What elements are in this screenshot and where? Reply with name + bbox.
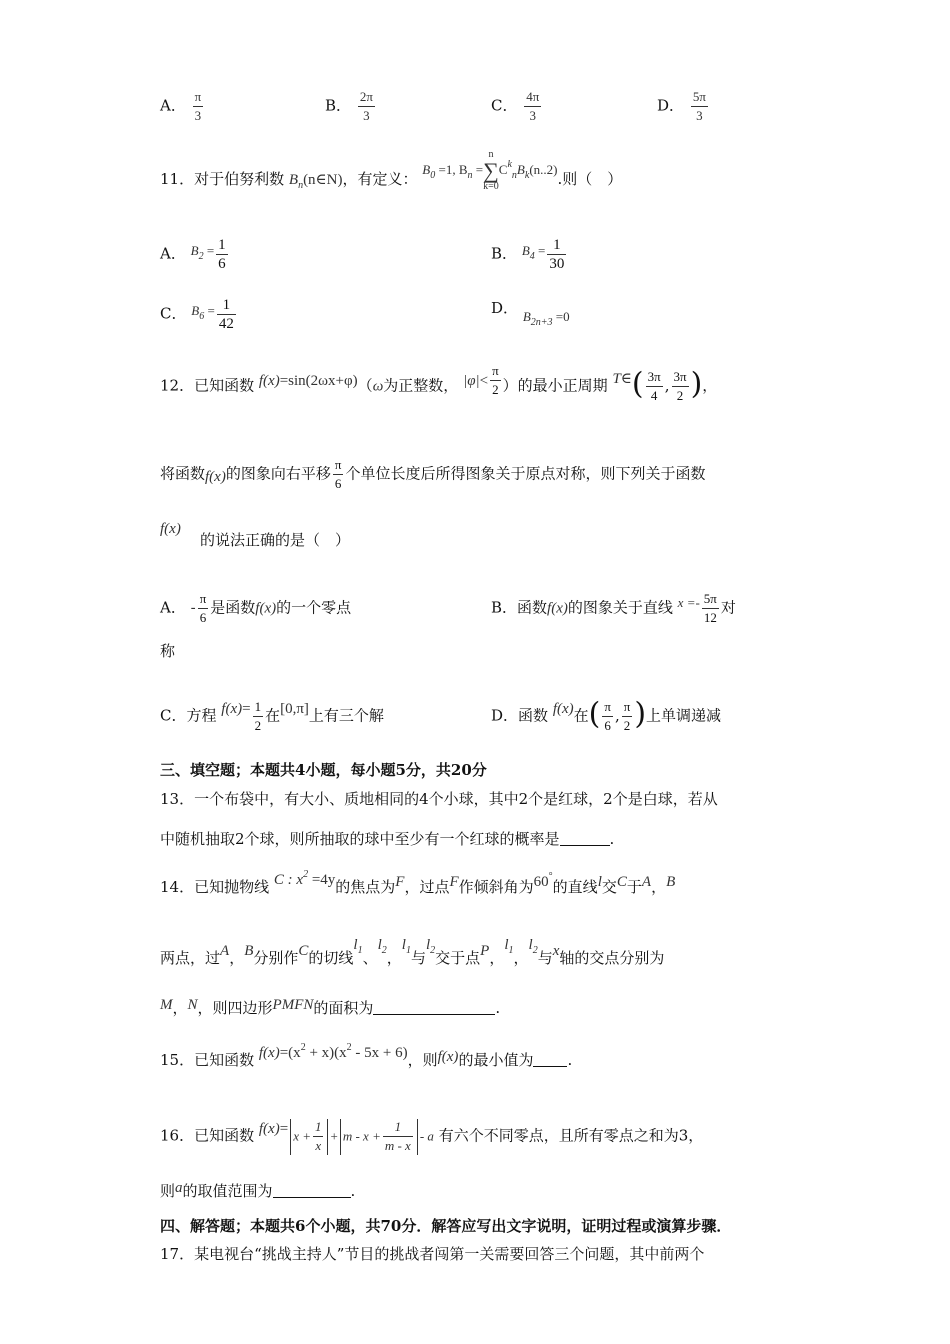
q12-stem-line3-text: 的说法正确的是（ ） (200, 531, 351, 549)
q11-option-a: A． $B_2$ = $\frac{1}{6}$ (160, 237, 226, 272)
q11-option-d: D． $B_{2n+3} =0$ (491, 299, 570, 328)
q12-option-c: C．方程 f(x)= $\frac{1}{2}$ 在[0,π]上有三个解 (160, 699, 384, 733)
q12-option-b-wrap: 称 (160, 642, 176, 660)
q13-line2: 中随机抽取2个球，则所抽取的球中至少有一个红球的概率是 . (160, 830, 615, 848)
q10-option-d: D． $\frac{5\pi}{3}$ (657, 89, 706, 123)
q14-line1: 14．已知抛物线 C : $x^2 =4y$的焦点为F，过点F作倾斜角为60°的直线l交C于A，B (160, 869, 676, 896)
abs-bar (417, 1119, 418, 1155)
fraction: $\frac{\pi}{3}$ (194, 89, 202, 123)
q15-line: 15．已知函数 $f(x)=(x^2 + x)(x^2 - 5x + 6)$，则f(x)的最小值为 . (160, 1042, 573, 1069)
q17-line1: 17．某电视台“挑战主持人”节目的挑战者闯第一关需要回答三个问题，其中前两个 (160, 1245, 705, 1263)
q12-option-a: A． - $\frac{\pi}{6}$ 是函数f(x)的一个零点 (160, 591, 352, 625)
q14-line3: M，N，则四边形PMFN的面积为 . (160, 997, 501, 1017)
q11-stem: 11．对于伯努利数 $B_n(n\in N)$，有定义： $B_0 =1$, $B_n$ = n ∑ k=0 $C^k_nB_k(n..2)$.则（ ） (160, 149, 623, 192)
answer-blank (533, 1052, 567, 1067)
fraction: $\frac{1}{6}$ (218, 237, 226, 272)
section-3-heading: 三、填空题；本题共4小题，每小题5分，共20分 (160, 761, 487, 779)
q12-stem-line3: f(x) (160, 521, 181, 537)
q11-option-b: B． $B_4$ = $\frac{1}{30}$ (491, 237, 565, 272)
q14-line2: 两点，过A，B分别作C的切线$l_1$、$l_2$，$l_1$与$l_2$交于点P，$l_1$，$l_2$与x轴的交点分别为 (160, 937, 665, 967)
answer-blank (373, 1000, 495, 1015)
q16-line2: 则a的取值范围为 . (160, 1180, 356, 1200)
section-4-heading: 四、解答题；本题共6个小题，共70分．解答应写出文字说明，证明过程或演算步骤． (160, 1217, 732, 1235)
fraction: $\frac{2\pi}{3}$ (359, 89, 373, 123)
q12-stem-line1: 12．已知函数 f(x)=sin(2ωx+φ)（ω为正整数， |φ|< $\frac{\pi}{2}$ ）的最小正周期 T∈( $\frac{3\pi}{4}$ , $\frac{3\pi}{2}$ )， (160, 363, 718, 403)
q12-option-d: D．函数 f(x)在( $\frac{\pi}{6}$ , $\frac{\pi}{2}$ )上单调递减 (491, 696, 722, 733)
abs-bar (290, 1119, 291, 1155)
q12-option-b: B．函数f(x)的图象关于直线 x =- $\frac{5\pi}{12}$ 对 (491, 591, 736, 625)
answer-blank (273, 1183, 351, 1198)
bernoulli-definition: $B_0 =1$, $B_n$ = n ∑ k=0 $C^k_nB_k(n..2)$ (422, 149, 558, 192)
abs-bar (340, 1119, 341, 1155)
q16-line1: 16．已知函数 f(x)= x + $\frac{1}{x}$ + m - x + $\frac{1}{m - x}$ - a 有六个不同零点，且所有零点之和为3， (160, 1119, 704, 1153)
fraction: $\frac{4\pi}{3}$ (526, 89, 540, 123)
q12-stem-line2: 将函数f(x)的图象向右平移 $\frac{\pi}{6}$ 个单位长度后所得图象关于原点对称，则下列关于函数 (160, 457, 706, 491)
q13-line1: 13．一个布袋中，有大小、质地相同的4个小球，其中2个是红球，2个是白球，若从 (160, 790, 718, 808)
q11-option-c: C． $B_6$ = $\frac{1}{42}$ (160, 297, 234, 332)
q10-option-b: B． $\frac{2\pi}{3}$ (325, 89, 373, 123)
answer-blank (560, 831, 610, 846)
abs-bar (327, 1119, 328, 1155)
fraction: $\frac{1}{42}$ (218, 297, 234, 332)
fraction: $\frac{1}{30}$ (549, 237, 565, 272)
fraction: $\frac{5\pi}{3}$ (692, 89, 706, 123)
q10-option-a: A． $\frac{\pi}{3}$ (160, 89, 202, 123)
q10-option-c: C． $\frac{4\pi}{3}$ (491, 89, 540, 123)
